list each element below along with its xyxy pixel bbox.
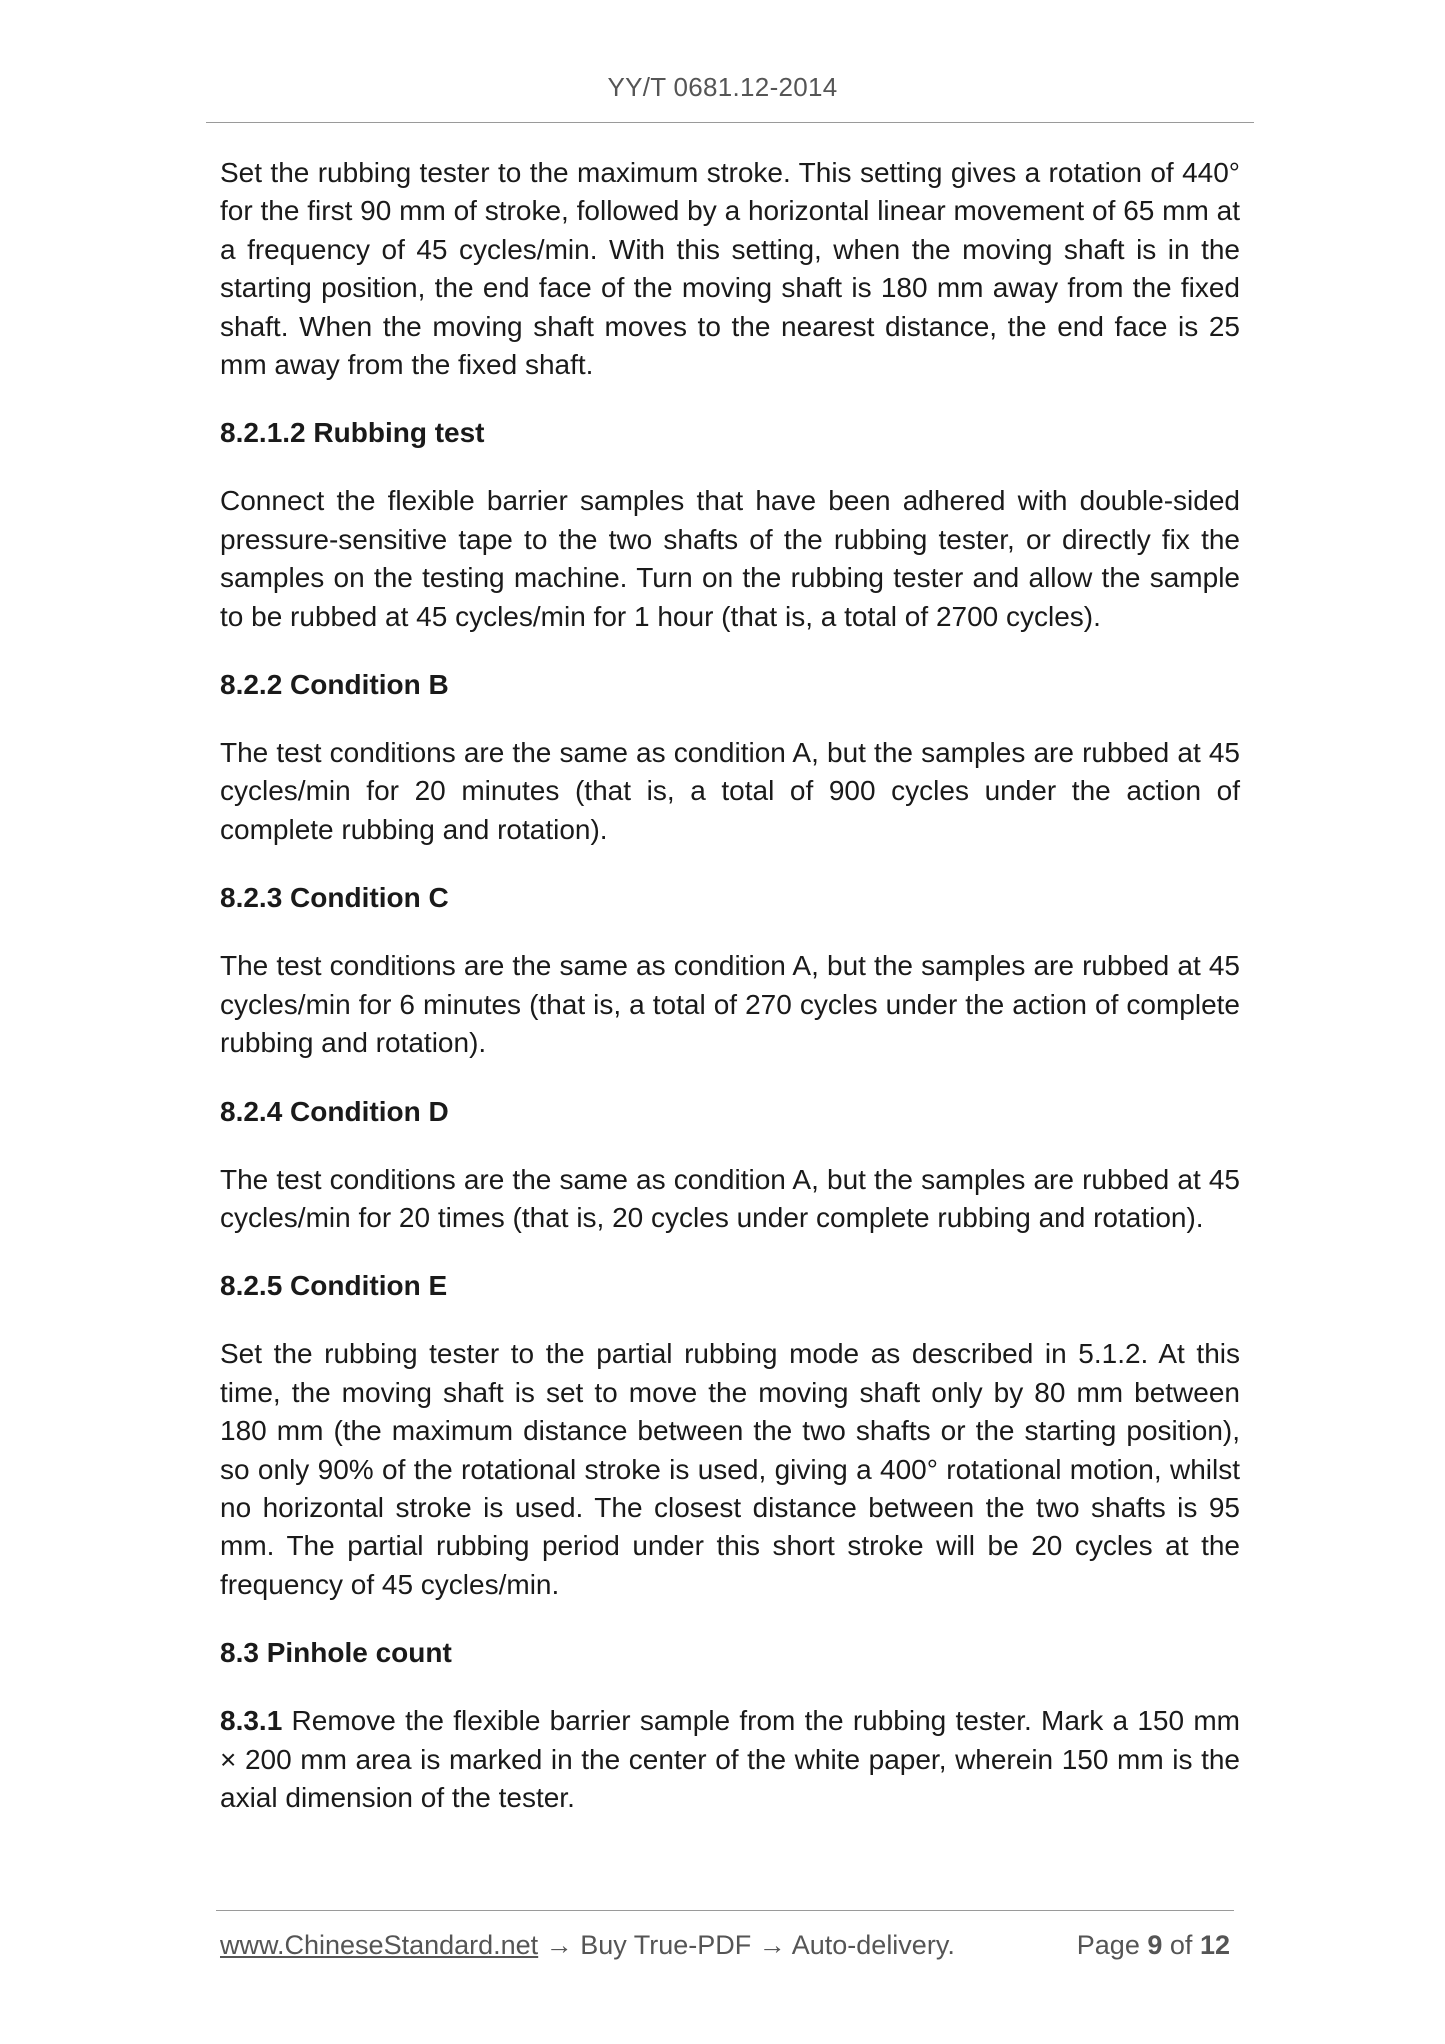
paragraph-condition-b: The test conditions are the same as condition A, but the samples are rubbed at 45 cycles/min for 20 minutes (that is, a total of 900 cycles under the action of complete rubbing and rotation). — [220, 737, 1240, 845]
footer-divider — [216, 1910, 1234, 1911]
paragraph-stroke-setting: Set the rubbing tester to the maximum stroke. This setting gives a rotation of 440° for the first 90 mm of stroke, followed by a horizontal linear movement of 65 mm at a frequency of 45 cycles/min. With this setting, when the moving shaft is in the starting position, the end face of the moving shaft is 180 mm away from the fixed shaft. When the moving shaft moves to the nearest distance, the end face is 25 mm away from the fixed shaft. — [220, 157, 1240, 381]
heading-8-2-5: 8.2.5 Condition E — [220, 1270, 448, 1302]
page-header — [0, 72, 1445, 103]
heading-8-3: 8.3 Pinhole count — [220, 1637, 452, 1669]
page-of: of — [1169, 1930, 1193, 1960]
page-footer — [220, 1930, 1230, 1970]
heading-8-2-2: 8.2.2 Condition B — [220, 669, 449, 701]
footer-promo-text: → Buy True-PDF → Auto-delivery. — [538, 1930, 955, 1960]
page-label: Page — [1076, 1930, 1140, 1960]
heading-8-2-3: 8.2.3 Condition C — [220, 882, 449, 914]
paragraph-8-3-1-text: Remove the flexible barrier sample from the rubbing tester. Mark a 150 mm × 200 mm area is marked in the center of the white paper, wherein 150 mm is the axial dimension of the tester. — [220, 1705, 1240, 1813]
page-total: 12 — [1199, 1930, 1230, 1960]
paragraph-8-3-1 — [220, 1702, 1240, 1817]
document-id: YY/T 0681.12-2014 — [607, 72, 838, 102]
page-current: 9 — [1147, 1930, 1163, 1960]
clause-number-8-3-1: 8.3.1 — [220, 1705, 283, 1737]
heading-8-2-1-2: 8.2.1.2 Rubbing test — [220, 417, 485, 449]
document-body — [220, 154, 1240, 1847]
paragraph-condition-c: The test conditions are the same as condition A, but the samples are rubbed at 45 cycles/min for 6 minutes (that is, a total of 270 cycles under the action of complete rubbing and rotation). — [220, 950, 1240, 1059]
paragraph-condition-e: Set the rubbing tester to the partial rubbing mode as described in 5.1.2. At this time, the moving shaft is set to move the moving shaft only by 80 mm between 180 mm (the maximum distance between the two shafts or the starting position), so only 90% of the rotational stroke is used, giving a 400° rotational motion, whilst no horizontal stroke is used. The closest distance between the two shafts is 95 mm. The partial rubbing period under this short stroke will be 20 cycles at the frequency of 45 cycles/min. — [220, 1338, 1240, 1600]
footer-promo — [220, 1930, 955, 1961]
paragraph-rubbing-test: Connect the flexible barrier samples that have been adhered with double-sided pressure-sensitive tape to the two shafts of the rubbing tester, or directly fix the samples on the testing machine. Turn on the rubbing tester and allow the sample to be rubbed at 45 cycles/min for 1 hour (that is, a total of 2700 cycles). — [220, 485, 1240, 632]
page-indicator — [1077, 1930, 1230, 1961]
header-divider — [206, 122, 1254, 123]
paragraph-condition-d: The test conditions are the same as condition A, but the samples are rubbed at 45 cycles/min for 20 times (that is, 20 cycles under complete rubbing and rotation). — [220, 1163, 1240, 1233]
website-link[interactable]: www.ChineseStandard.net — [220, 1930, 539, 1960]
heading-8-2-4: 8.2.4 Condition D — [220, 1095, 449, 1127]
